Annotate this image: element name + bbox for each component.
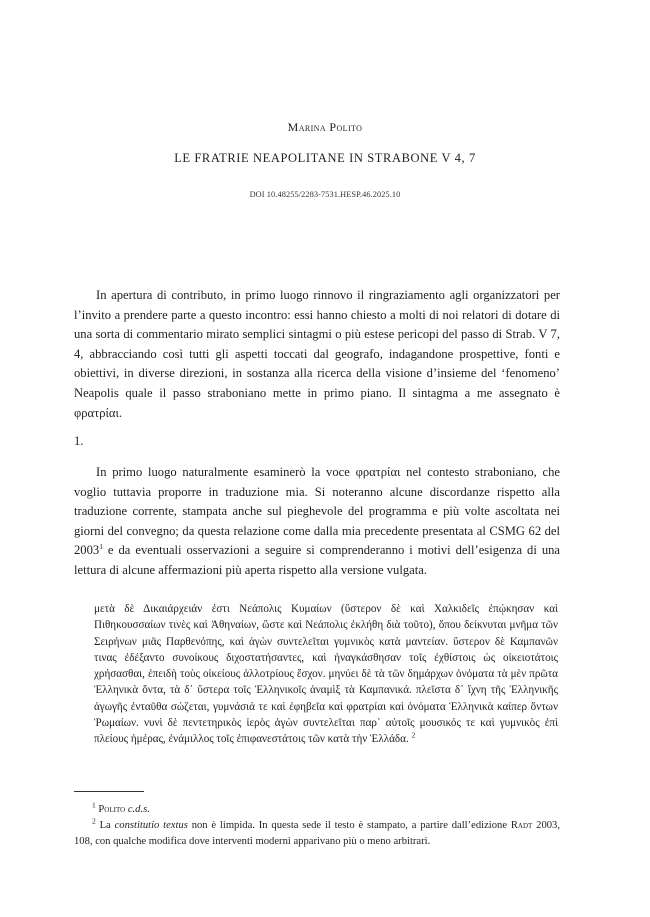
footnote-1 <box>74 802 560 818</box>
body-paragraph <box>74 463 560 581</box>
greek-term: φρατρίαι <box>355 465 401 479</box>
paper-title: LE FRATRIE NEAPOLITANE IN STRABONE V 4, 7 <box>174 151 476 165</box>
footnote-italic: constitutio textus <box>114 820 188 831</box>
greek-term: φρατρίαι <box>74 405 119 420</box>
footnote-ref[interactable]: 2 <box>411 730 416 740</box>
author-name: Marina Polito <box>287 120 363 134</box>
footnote-2 <box>74 818 560 850</box>
intro-period: . <box>118 405 123 420</box>
greek-quotation <box>94 601 558 748</box>
body-text-3: e da eventuali osservazioni a seguire si comprenderanno i motivi dell’esigenza di una lettura di alcune affermazioni più aperta rispetto alla versione vulgata. <box>74 543 560 577</box>
intro-paragraph <box>74 286 560 423</box>
footnote-separator <box>74 791 144 792</box>
footnote-text: La <box>99 820 111 831</box>
footnote-author: Radt <box>510 820 533 831</box>
footnote-text: non è limpida. In questa sede il testo è stampato, a partire dall’edizione <box>191 820 508 831</box>
body-text-2: nel contesto straboniano, che voglio tuttavia proporre in traduzione mia. Si noteranno alcune discordanze rispetto alla traduzione corrente, stampata anche sul pieghevole del programma e più volte ascoltata nei giorni del convegno; da questa relazione come dalla mia precedente presentata al CSMG 62 del 2003 <box>74 465 561 558</box>
doi-line: DOI 10.48255/2283-7531.HESP.46.2025.10 <box>249 190 401 199</box>
quotation-text: μετὰ δὲ Δικαιάρχειάν ἐστι Νεάπολις Κυμαίων (ὕστερον δὲ καὶ Χαλκιδεῖς ἐπῴκησαν καὶ Πιθηκουσσαίων τινὲς καὶ Ἀθηναίων, ὥστε καὶ Νεάπολις ἐκλήθη διὰ τοῦτο), ὅπου δείκνυται μνῆμα τῶν Σειρήνων μιᾶς Παρθενόπης, καὶ ἀγὼν συντελεῖται γυμνικὸς κατὰ μαντείαν. ὕστερον δὲ Καμπανῶν τινας ἐδέξαντο συνοίκους διχοστατήσαντες, καὶ ἠναγκάσθησαν τοῖς ἐχθίστοις ὡς οἰκειοτάτοις χρήσασθαι, ἐπειδὴ τοὺς οἰκείους ἀλλοτρίους ἔσχον. μηνύει δὲ τὰ τῶν δημάρχων ὀνόματα τὰ μὲν πρῶτα Ἑλληνικὰ ὄντα, τὰ δ᾽ ὕστερα τοῖς Ἑλληνικοῖς ἀναμὶξ τὰ Καμπανικά. πλεῖστα δ᾽ ἴχνη τῆς Ἑλληνικῆς ἀγωγῆς ἐνταῦθα σώζεται, γυμνάσιά τε καὶ ἐφηβεῖα καὶ φρατρίαι καὶ ὀνόματα Ἑλληνικὰ καίπερ ὄντων Ῥωμαίων. νυνὶ δὲ πεντετηρικὸς ἱερὸς ἀγὼν συντελεῖται παρ᾽ αὐτοῖς μουσικός τε καὶ γυμνικὸς ἐπὶ πλείους ἡμέρας, ἐνάμιλλος τοῖς ἐπιφανεστάτοις τῶν κατὰ τὴν Ἑλλάδα. <box>94 603 558 746</box>
footnote-author: Polito <box>98 804 126 815</box>
section-number: 1. <box>74 434 84 448</box>
body-text-1: In primo luogo naturalmente esaminerò la voce <box>96 465 350 479</box>
footnote-text: 2003, 108, con qualche modifica dove interventi moderni apparivano più o meno arbitrari. <box>74 820 560 847</box>
intro-text: In apertura di contributo, in primo luogo rinnovo il ringraziamento agli organizzatori per l’invito a prendere parte a questo incontro: essi hanno chiesto a molti di noi relatori di dotare di una sorta di commentario mirato semplici sintagmi o più estese pericopi del passo di Strab. V 7, 4, abbracciando così tutti gli aspetti toccati dal geografo, indagandone prospettive, fonti e obiettivi, in diverse direzioni, in sostanza alla ricerca della visione d’insieme del ‘fenomeno’ Neapolis quale il passo straboniano mette in primo piano. Il sintagma a me assegnato è <box>74 288 560 400</box>
footnote-number: 2 <box>92 816 96 826</box>
footnote-ref[interactable]: 1 <box>99 542 103 552</box>
footnote-number: 1 <box>92 800 96 810</box>
footnote-text: c.d.s. <box>127 804 150 815</box>
